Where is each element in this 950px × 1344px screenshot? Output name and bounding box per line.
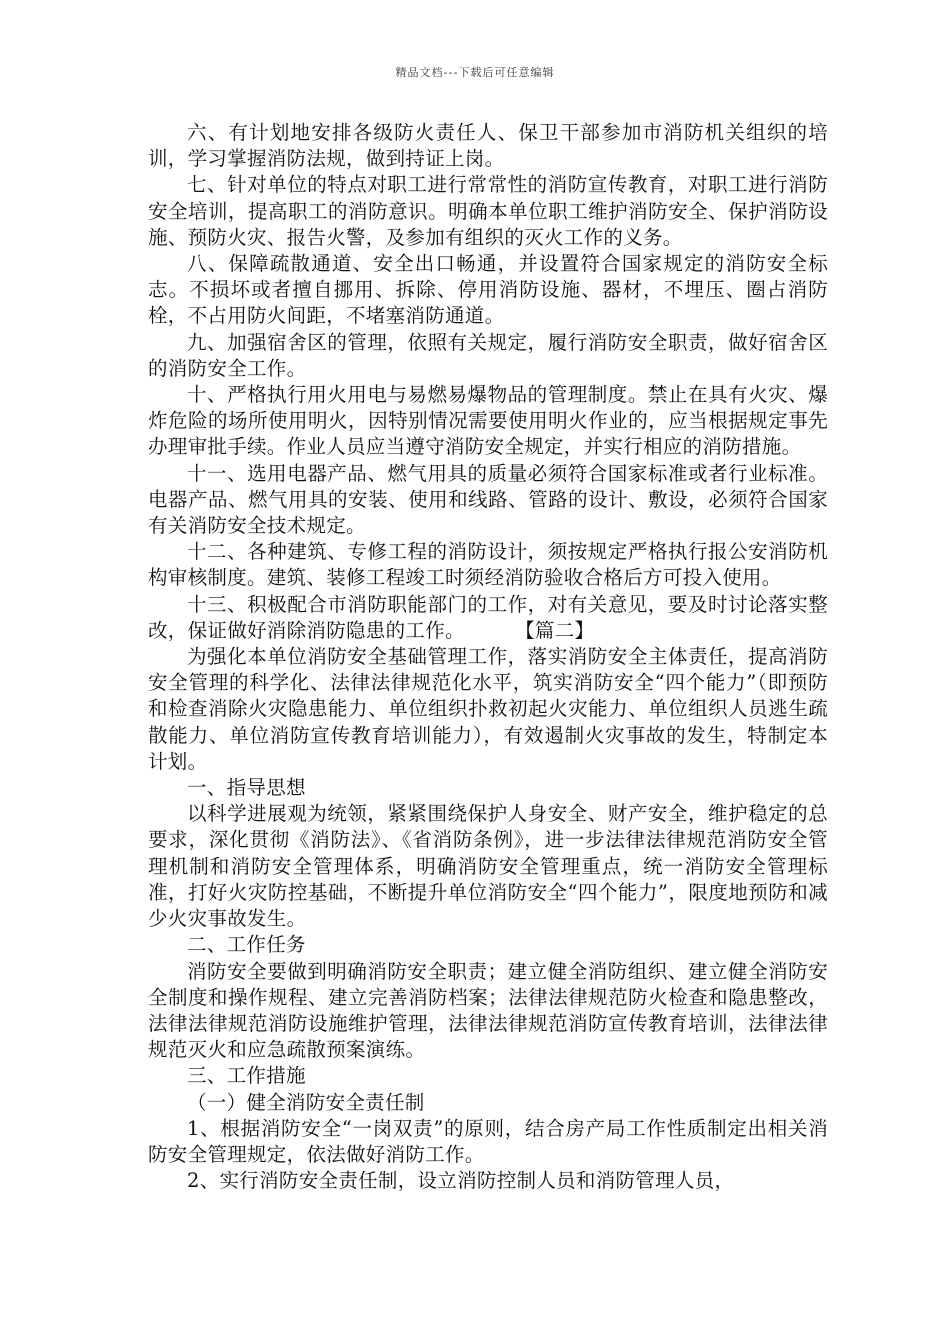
work-tasks-paragraph: 消防安全要做到明确消防安全职责；建立健全消防组织、建立健全消防安全制度和操作规程、建立完善消防档案；法律法律规范防火检查和隐患整改，法律法律规范消防设施维护管理，法律法律规范消防宣传教育培训，法律法律规范灭火和应急疏散预案演练。 <box>148 959 828 1062</box>
paragraph-11: 十一、选用电器产品、燃气用具的质量必须符合国家标准或者行业标准。电器产品、燃气用具的安装、使用和线路、管路的设计、敷设，必须符合国家有关消防安全技术规定。 <box>148 461 828 538</box>
heading-work-measures: 三、工作措施 <box>187 1064 306 1088</box>
section-tag: 【篇二】 <box>524 618 595 642</box>
measure-item-2: 2、实行消防安全责任制，设立消防控制人员和消防管理人员， <box>187 1169 735 1193</box>
measure-item-1: 1、根据消防安全“一岗双责”的原则，结合房产局工作性质制定出相关消防安全管理规定，依法做好消防工作。 <box>148 1116 828 1166</box>
paragraph-8: 八、保障疏散通道、安全出口畅通，并设置符合国家规定的消防安全标志。不损坏或者擅自挪用、拆除、停用消防设施、器材，不埋压、圈占消防栓，不占用防火间距，不堵塞消防通道。 <box>148 252 828 328</box>
paragraph-6: 六、有计划地安排各级防火责任人、保卫干部参加市消防机关组织的培训，学习掌握消防法规，做到持证上岗。 <box>148 121 828 171</box>
guiding-thought-paragraph: 以科学进展观为统领，紧紧围绕保护人身安全、财产安全，维护稳定的总要求，深化贯彻《消防法》、《省消防条例》，进一步法律法律规范消防安全管理机制和消防安全管理体系，明确消防安全管理重点，统一消防安全管理标准，打好火灾防控基础，不断提升单位消防安全“四个能力”，限度地预防和减少火灾事故发生。 <box>148 802 828 931</box>
paragraph-10: 十、严格执行用火用电与易燃易爆物品的管理制度。禁止在具有火灾、爆炸危险的场所使用明火，因特别情况需要使用明火作业的，应当根据规定事先办理审批手续。作业人员应当遵守消防安全规定，并实行相应的消防措施。 <box>148 383 828 459</box>
paragraph-9: 九、加强宿舍区的管理，依照有关规定，履行消防安全职责，做好宿舍区的消防安全工作。 <box>148 330 828 380</box>
paragraph-12: 十二、各种建筑、专修工程的消防设计，须按规定严格执行报公安消防机构审核制度。建筑、装修工程竣工时须经消防验收合格后方可投入使用。 <box>148 540 828 590</box>
paragraph-13 <box>148 592 828 644</box>
paragraph-7: 七、针对单位的特点对职工进行常常性的消防宣传教育，对职工进行消防安全培训，提高职工的消防意识。明确本单位职工维护消防安全、保护消防设施、预防火灾、报告火警，及参加有组织的灭火工作的义务。 <box>148 173 828 249</box>
paragraph-13-text: 十三、积极配合市消防职能部门的工作，对有关意见，要及时讨论落实整改，保证做好消除消防隐患的工作。 <box>148 592 828 642</box>
page-header: 精品文档---下载后可任意编辑 <box>395 66 555 79</box>
intro-paragraph: 为强化本单位消防安全基础管理工作，落实消防安全主体责任，提高消防安全管理的科学化、法律法律规范化水平，筑实消防安全“四个能力”（即预防和检查消除火灾隐患能力、单位组织扑救初起火灾能力、单位组织人员逃生疏散能力、单位消防宣传教育培训能力），有效遏制火灾事故的发生，特制定本计划。 <box>148 645 828 773</box>
heading-guiding-thought: 一、指导思想 <box>187 776 306 800</box>
heading-work-tasks: 二、工作任务 <box>187 933 306 957</box>
document-body <box>148 120 828 1194</box>
subheading-responsibility: （一）健全消防安全责任制 <box>187 1090 425 1114</box>
